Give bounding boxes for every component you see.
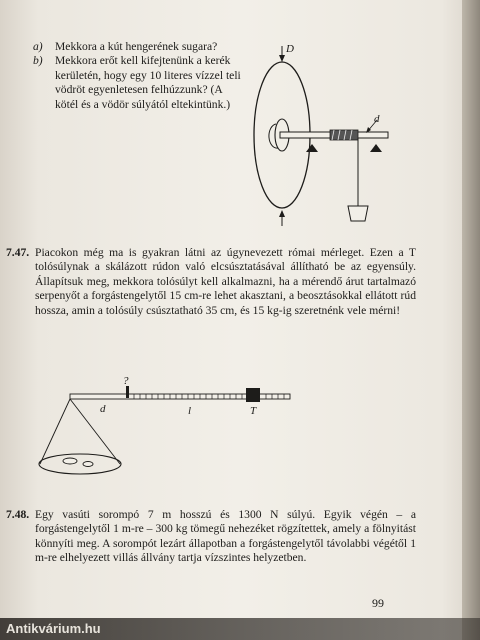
pan-goods-1 <box>63 458 77 464</box>
label-pivot: ? <box>123 375 129 387</box>
support-right <box>370 144 382 152</box>
bucket <box>348 206 368 221</box>
page-number: 99 <box>372 596 384 610</box>
problem-7-47 <box>6 246 416 318</box>
label-l: l <box>188 405 192 417</box>
support-left <box>306 144 318 152</box>
previous-problem-items <box>33 40 243 112</box>
problem-text: Piacokon még ma is gyakran látni az úgynevezett római mérleget. Ezen a T tolósúlynak a skálázott rúdon való elcsúsztatásával állítható be az egyensúly. Állapítsuk meg, mekkora tolósúlyt kell alkalmazni, ha a mérendő árut tartalmazó serpenyőt a forgástengelytől 15 cm-re lehet akasztani, a beosztásokkal ellátott rúd hossza, amin a tolósúly csúsztatható 35 cm, és 15 kg-ig szeretnénk vele mérni! <box>35 246 416 317</box>
problem-number: 7.47. <box>6 246 30 259</box>
force-arrow-bottom-head <box>279 210 285 217</box>
label-d: d <box>100 403 106 415</box>
item-text: Mekkora a kút hengerének sugara? <box>55 40 218 53</box>
item-a <box>33 40 243 54</box>
watermark-text[interactable]: Antikvárium.hu <box>6 621 101 636</box>
problem-7-48 <box>6 508 416 566</box>
item-b <box>33 54 243 112</box>
book-spine <box>462 0 480 640</box>
label-T: T <box>250 405 257 417</box>
force-arrow-top-head <box>279 55 285 62</box>
label-d: d <box>374 113 380 125</box>
roman-scale-figure <box>30 375 300 484</box>
problem-number: 7.48. <box>6 508 30 521</box>
pan-goods-2 <box>83 462 93 467</box>
item-label: a) <box>33 40 43 53</box>
item-label: b) <box>33 54 43 68</box>
pivot-hook <box>126 386 129 398</box>
slider-weight-T <box>246 388 260 402</box>
wheel-axle-figure <box>250 38 400 238</box>
label-D: D <box>286 43 294 55</box>
watermark-bar <box>0 618 480 640</box>
item-text: Mekkora erőt kell kifejtenünk a kerék kerületén, hogy egy 10 literes vízzel teli vödröt egyenletesen felhúzzunk? (A kötél és a vödör súlyától eltekintünk.) <box>55 54 241 111</box>
weighing-pan <box>39 454 121 474</box>
problem-text: Egy vasúti sorompó 7 m hosszú és 1300 N súlyú. Egyik végén – a forgástengelytől 1 m-re – 300 kg tömegű nehezéket rögzítettek, amely a fölnyitást könnyíti meg. A sorompót lezárt állapotban a forgástengelytől távolabbi végétől 1 m-re elhelyezett villás állvány tartja vízszintes helyzetben. <box>35 508 416 565</box>
